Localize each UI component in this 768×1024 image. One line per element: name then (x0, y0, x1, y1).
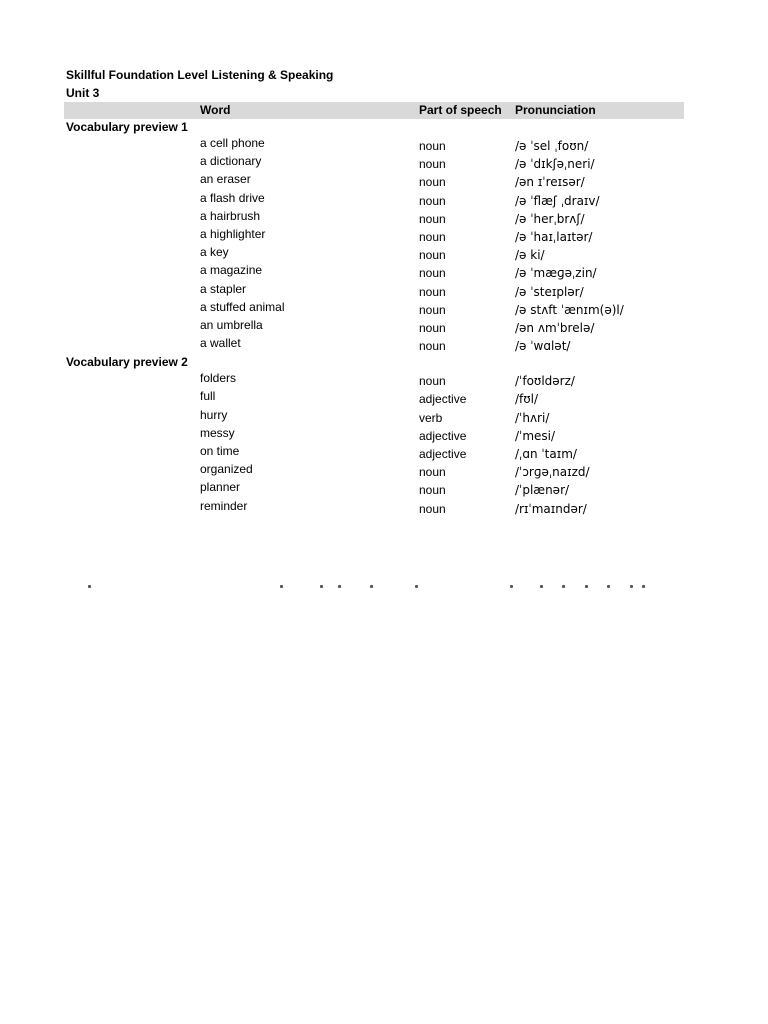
header-word: Word (200, 103, 231, 117)
pronunciation-cell: /ə ki/ (515, 248, 545, 263)
word-cell: a dictionary (200, 154, 262, 169)
part-of-speech-cell: noun (419, 483, 446, 498)
part-of-speech-cell: noun (419, 139, 446, 153)
word-cell: a stuffed animal (200, 299, 285, 314)
part-of-speech-cell: noun (419, 374, 446, 389)
vocabulary-sheet (64, 66, 684, 517)
pronunciation-cell: /ə ˈhaɪˌlaɪtər/ (515, 229, 593, 244)
word-cell: a hairbrush (200, 208, 261, 223)
cut-off-text-line (70, 585, 650, 591)
part-of-speech-cell: noun (419, 284, 446, 299)
pronunciation-cell: /rɪˈmaɪndər/ (515, 501, 587, 516)
header-part-of-speech: Part of speech (419, 103, 502, 117)
part-of-speech-cell: adjective (419, 447, 467, 461)
table-row (64, 191, 684, 209)
word-cell: a highlighter (200, 226, 266, 241)
part-of-speech-cell: noun (419, 157, 446, 172)
pronunciation-cell: /ə ˈherˌbrʌʃ/ (515, 211, 585, 226)
word-cell: reminder (200, 498, 248, 513)
table-row (64, 227, 684, 245)
pronunciation-cell: /ə ˈwɑlət/ (515, 339, 571, 354)
word-cell: hurry (200, 407, 228, 422)
part-of-speech-cell: adjective (419, 428, 467, 443)
word-cell: organized (200, 462, 253, 477)
table-row (64, 136, 684, 154)
pronunciation-cell: /ə ˈflæʃ ˌdraɪv/ (515, 193, 600, 208)
pronunciation-cell: /ˌɑn ˈtaɪm/ (515, 447, 577, 461)
part-of-speech-cell: noun (419, 193, 446, 208)
word-cell: folders (200, 371, 237, 386)
pronunciation-cell: /ə ˈdɪkʃəˌneri/ (515, 157, 595, 172)
unit-label: Unit 3 (66, 86, 100, 100)
part-of-speech-cell: noun (419, 175, 446, 190)
table-row (64, 172, 684, 190)
table-row (64, 462, 684, 480)
word-cell: a key (200, 245, 229, 260)
word-cell: an eraser (200, 172, 251, 187)
table-row (64, 336, 684, 354)
part-of-speech-cell: noun (419, 339, 446, 354)
word-cell: full (200, 389, 216, 404)
part-of-speech-cell: adjective (419, 392, 467, 407)
pronunciation-cell: /ə ˈsteɪplər/ (515, 284, 584, 299)
table-row (64, 154, 684, 172)
pronunciation-cell: /ə stʌft ˈænɪm(ə)l/ (515, 302, 624, 317)
word-cell: planner (200, 480, 241, 495)
part-of-speech-cell: verb (419, 410, 443, 425)
table-row (64, 209, 684, 227)
pronunciation-cell: /ˈplænər/ (515, 483, 570, 498)
part-of-speech-cell: noun (419, 302, 446, 317)
part-of-speech-cell: noun (419, 248, 446, 263)
pronunciation-cell: /ə ˈmæɡəˌzin/ (515, 266, 597, 281)
section-heading: Vocabulary preview 1 (66, 120, 188, 134)
word-cell: a stapler (200, 281, 247, 296)
table-header (64, 102, 684, 119)
section-heading: Vocabulary preview 2 (66, 355, 188, 370)
table-row (64, 263, 684, 281)
pronunciation-cell: /ˈfoʊldərz/ (515, 374, 575, 389)
table-row (64, 480, 684, 498)
pronunciation-cell: /ən ɪˈreɪsər/ (515, 175, 585, 190)
header-pronunciation: Pronunciation (515, 103, 596, 117)
word-cell: a cell phone (200, 136, 265, 150)
word-cell: a magazine (200, 263, 263, 278)
pronunciation-cell: /fʊl/ (515, 392, 539, 407)
part-of-speech-cell: noun (419, 465, 446, 480)
table-row (64, 426, 684, 444)
pronunciation-cell: /ən ʌmˈbrelə/ (515, 320, 595, 335)
word-cell: a flash drive (200, 190, 265, 205)
word-cell: messy (200, 425, 235, 440)
table-row (64, 499, 684, 517)
part-of-speech-cell: noun (419, 211, 446, 226)
word-cell: a wallet (200, 336, 241, 351)
pronunciation-cell: /ə ˈsel ˌfoʊn/ (515, 139, 589, 153)
pronunciation-cell: /ˈmesi/ (515, 428, 556, 443)
part-of-speech-cell: noun (419, 229, 446, 244)
table-row (64, 318, 684, 336)
table-row (64, 371, 684, 389)
table-row (64, 389, 684, 407)
part-of-speech-cell: noun (419, 320, 446, 335)
table-row (64, 408, 684, 426)
pronunciation-cell: /ˈɔrɡəˌnaɪzd/ (515, 465, 590, 480)
document-title: Skillful Foundation Level Listening & Speaking (66, 68, 334, 82)
table-body (64, 119, 684, 517)
part-of-speech-cell: noun (419, 266, 446, 281)
word-cell: an umbrella (200, 317, 263, 332)
part-of-speech-cell: noun (419, 501, 446, 516)
pronunciation-cell: /ˈhʌri/ (515, 410, 550, 425)
table-row (64, 300, 684, 318)
table-row (64, 245, 684, 263)
table-row (64, 282, 684, 300)
table-row (64, 444, 684, 462)
word-cell: on time (200, 444, 240, 458)
